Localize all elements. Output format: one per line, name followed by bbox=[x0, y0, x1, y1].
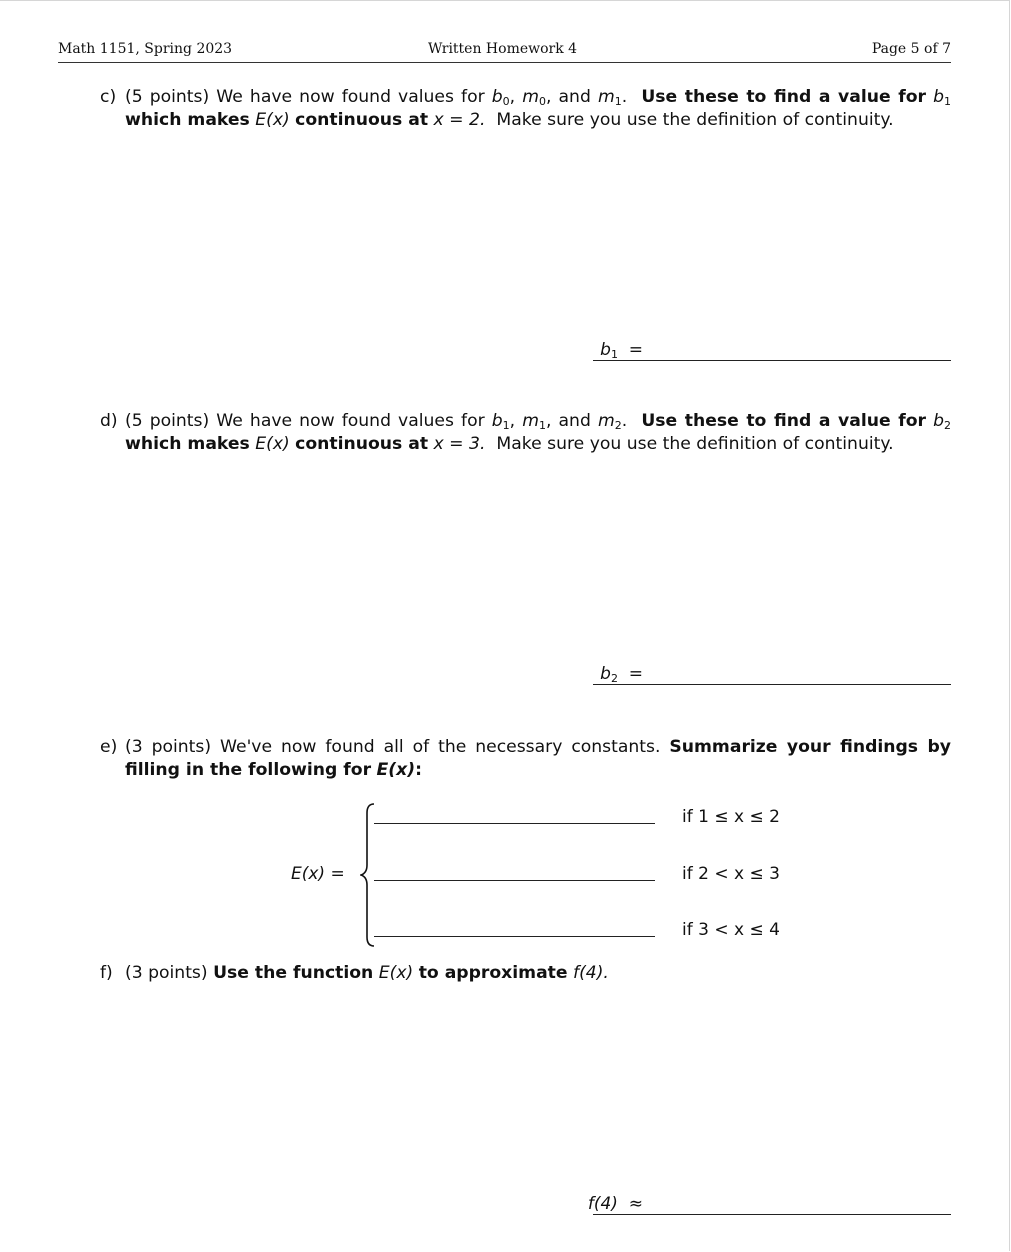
piecewise-lhs: E(x) = bbox=[291, 864, 345, 884]
answer-b2-blank[interactable] bbox=[593, 684, 951, 685]
question-e-points: (3 points) bbox=[125, 737, 212, 757]
question-c-text: (5 points) We have now found values for $b_0$, $m_0$, and $m_1$. Use these to find a value for $b_1$ which makes E(x) continuous at x = 2. Make sure you use the definition of continuity. bbox=[125, 87, 951, 130]
question-e-label: e) bbox=[100, 737, 118, 757]
question-d-points: (5 points) bbox=[125, 411, 210, 431]
question-f-text: (3 points) Use the function E(x) to approximate f(4). bbox=[125, 963, 609, 983]
answer-f4-label: f(4) ≈ bbox=[587, 1194, 643, 1214]
question-e bbox=[100, 736, 951, 782]
answer-f4-blank[interactable] bbox=[593, 1214, 951, 1215]
question-f bbox=[100, 962, 951, 985]
question-d bbox=[100, 410, 951, 456]
question-c bbox=[100, 86, 951, 132]
question-c-label: c) bbox=[100, 87, 117, 107]
piecewise-condition-2: if 2 < x ≤ 3 bbox=[682, 864, 780, 884]
page-number: Page 5 of 7 bbox=[871, 41, 951, 57]
answer-b2-label: $b_2$ = bbox=[600, 664, 643, 685]
answer-b1 bbox=[0, 340, 1011, 364]
piecewise-blank-2[interactable] bbox=[374, 880, 655, 881]
question-f-label: f) bbox=[100, 963, 113, 983]
answer-f4 bbox=[0, 1194, 1011, 1218]
left-brace bbox=[360, 803, 376, 947]
piecewise-condition-3: if 3 < x ≤ 4 bbox=[682, 920, 780, 940]
answer-b1-label: $b_1$ = bbox=[600, 340, 643, 361]
course-title: Math 1151, Spring 2023 bbox=[58, 41, 233, 57]
piecewise-blank-3[interactable] bbox=[374, 936, 655, 937]
piecewise-condition-1: if 1 ≤ x ≤ 2 bbox=[682, 807, 780, 827]
answer-b1-blank[interactable] bbox=[593, 360, 951, 361]
page-header bbox=[58, 40, 951, 63]
question-d-text: (5 points) We have now found values for $b_1$, $m_1$, and $m_2$. Use these to find a value for $b_2$ which makes E(x) continuous at x = 3. Make sure you use the definition of continuity. bbox=[125, 411, 951, 454]
question-f-points: (3 points) bbox=[125, 963, 208, 983]
question-e-text: (3 points) We've now found all of the necessary constants. Summarize your findings by filling in the following for E(x): bbox=[125, 737, 951, 780]
piecewise-blank-1[interactable] bbox=[374, 823, 655, 824]
answer-b2 bbox=[0, 664, 1011, 688]
question-d-label: d) bbox=[100, 411, 118, 431]
question-c-points: (5 points) bbox=[125, 87, 210, 107]
assignment-title: Written Homework 4 bbox=[428, 41, 578, 57]
